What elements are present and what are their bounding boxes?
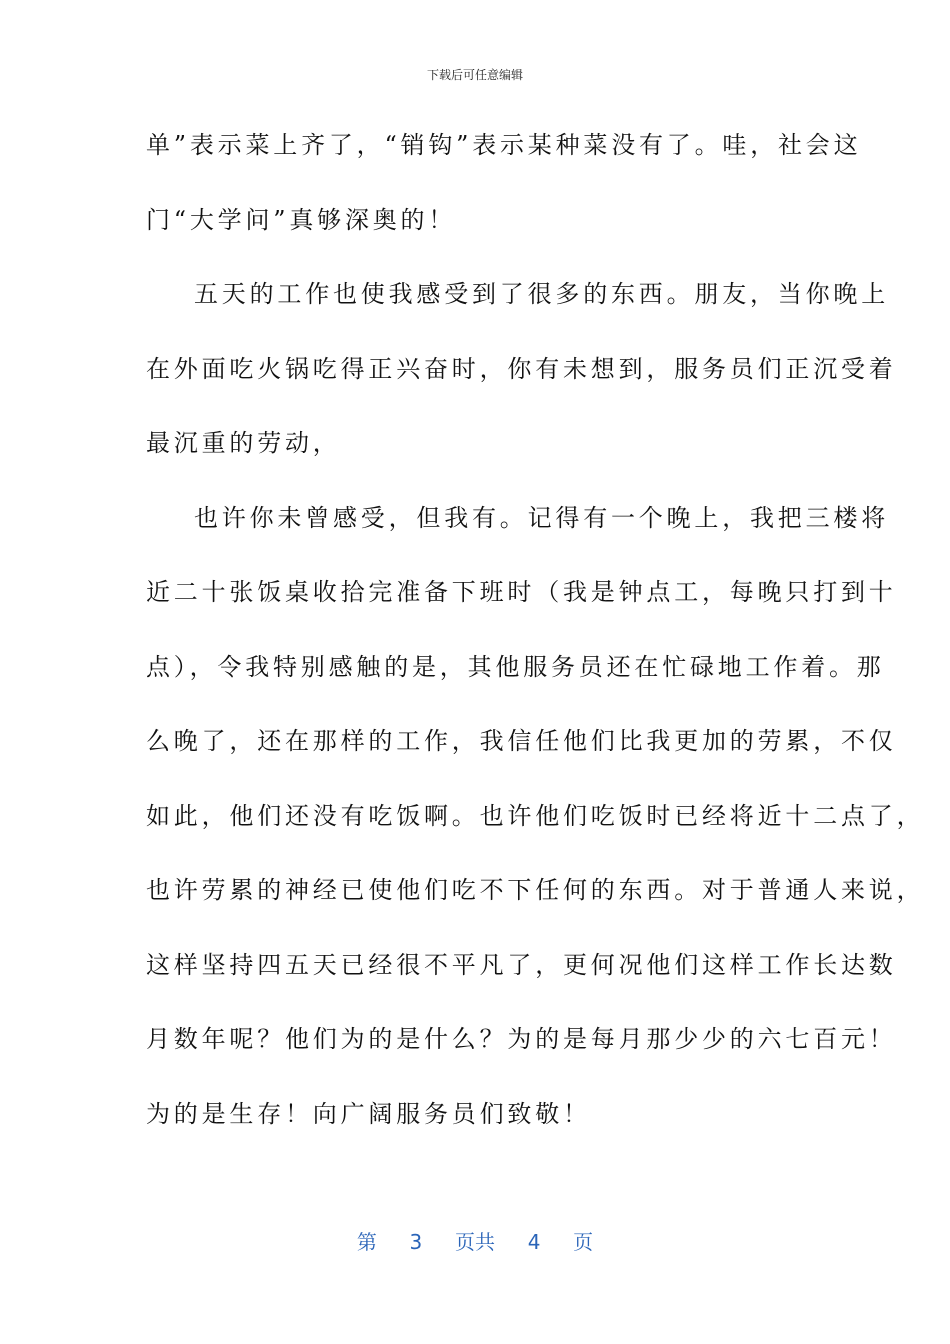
document-body	[146, 122, 925, 1165]
text-line-14: 为的是生存！向广阔服务员们致敬！	[146, 1099, 591, 1128]
text-line-1: 单”表示菜上齐了，“销钩”表示某种菜没有了。哇，社会这	[146, 131, 862, 159]
text-line-3: 五天的工作也使我感受到了很多的东西。朋友，当你晚上	[194, 280, 889, 308]
page-footer	[0, 1226, 950, 1255]
text-line-8: 点），令我特别感触的是，其他服务员还在忙碌地工作着。那	[146, 652, 885, 681]
page-header: 下载后可任意编辑	[426, 68, 523, 82]
footer-prefix: 第	[356, 1230, 377, 1254]
text-line-7: 近二十张饭桌收拾完准备下班时（我是钟点工，每晚只打到十	[146, 578, 897, 606]
text-line-6: 也许你未曾感受，但我有。记得有一个晚上，我把三楼将	[194, 503, 889, 532]
footer-total-pages: 4	[527, 1230, 541, 1254]
text-line-10: 如此，他们还没有吃饭啊。也许他们吃饭时已经将近十二点了，	[146, 801, 925, 830]
text-line-9: 么晚了，还在那样的工作，我信任他们比我更加的劳累，不仅	[146, 727, 897, 755]
footer-page-number: 3	[409, 1230, 423, 1254]
text-line-4: 在外面吃火锅吃得正兴奋时，你有未想到，服务员们正沉受着	[146, 354, 897, 383]
text-line-2: 门“大学问”真够深奥的！	[146, 205, 457, 234]
text-line-11: 也许劳累的神经已使他们吃不下任何的东西。对于普通人来说，	[146, 876, 925, 904]
text-line-13: 月数年呢？他们为的是什么？为的是每月那少少的六七百元！	[146, 1025, 897, 1053]
footer-middle: 页共	[455, 1230, 495, 1254]
text-line-5: 最沉重的劳动，	[146, 429, 341, 457]
footer-suffix: 页	[573, 1230, 594, 1254]
text-line-12: 这样坚持四五天已经很不平凡了，更何况他们这样工作长达数	[146, 950, 897, 979]
